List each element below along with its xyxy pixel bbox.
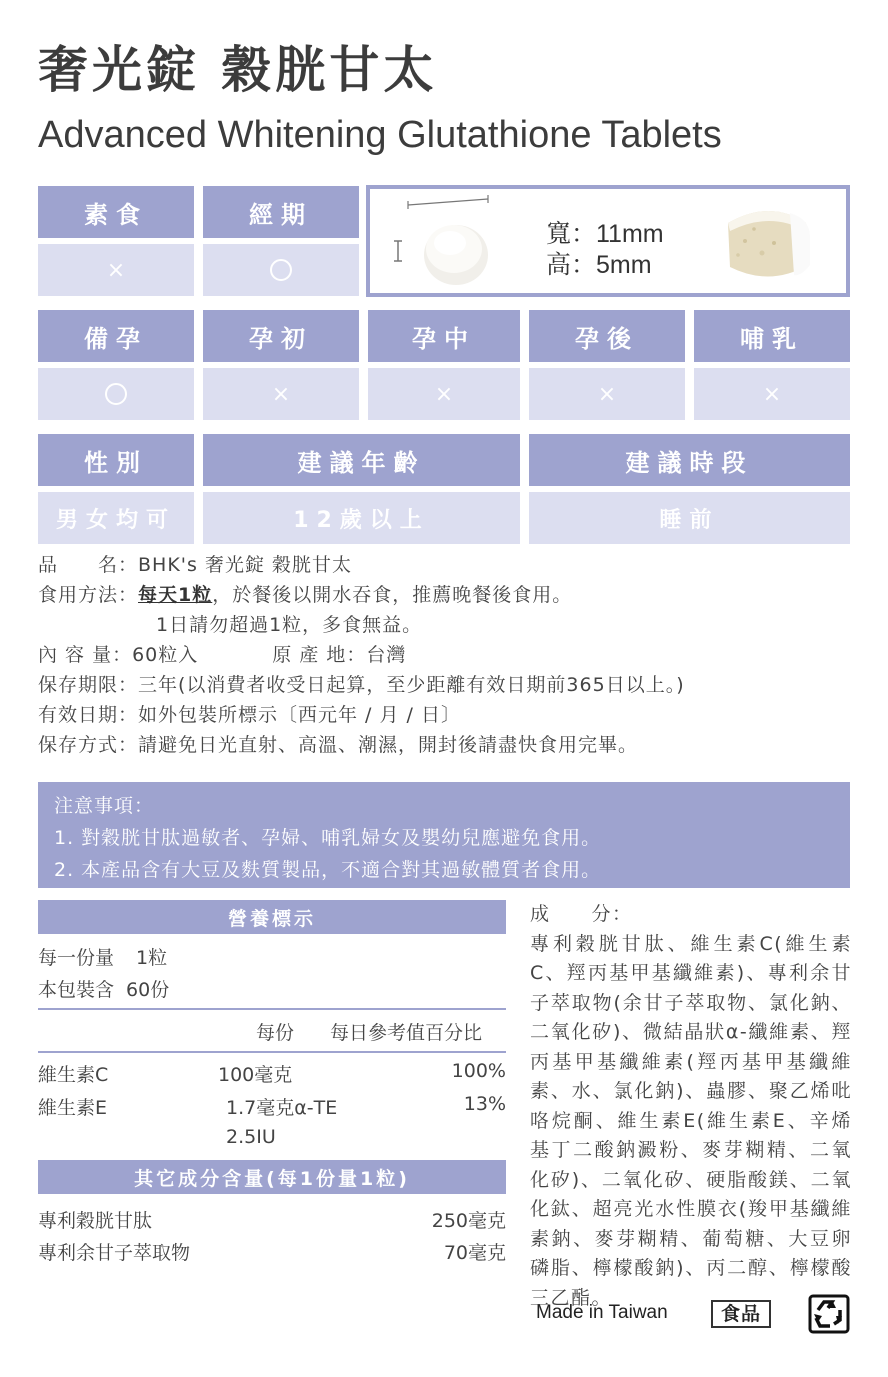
col-daily-value: 每日參考值百分比 [330,1022,483,1044]
product-info [38,550,850,760]
header-time: 建議時段 [529,434,850,486]
cross-mark: × [597,381,617,407]
tablet-width: 寬：11mm [546,220,664,248]
header-late-pregnancy: 孕後 [529,310,685,362]
info-content: 內 容 量：60粒入 原 產 地：台灣 [38,644,407,666]
info-expiry: 有效日期：如外包裝所標示〔西元年 / 月 / 日〕 [38,704,461,726]
circle-mark [105,383,127,405]
cell-vegetarian [38,244,194,296]
notice-item: 1. 對穀胱甘肽過敏者、孕婦、哺乳婦女及嬰幼兒應避免食用。 [54,827,602,849]
serving-size: 每一份量 1粒 [38,947,168,969]
cell-late-pregnancy [529,368,685,420]
cell-breastfeeding [694,368,850,420]
nutrient-name: 維生素C [38,1064,109,1086]
cell-early-pregnancy [203,368,359,420]
notice-item: 2. 本產品含有大豆及麩質製品，不適合對其過敏體質者食用。 [54,859,602,881]
title-en: Advanced Whitening Glutathione Tablets [38,114,722,156]
divider [38,1051,506,1053]
info-usage: 食用方法：每天1粒，於餐後以開水吞食，推薦晚餐後食用。 [38,584,573,606]
cell-time [529,492,850,544]
nutrient-pct: 100% [451,1060,506,1082]
ingredients [530,900,852,1313]
header-pre-pregnancy: 備孕 [38,310,194,362]
ingredients-label: 成 分： [530,903,633,925]
divider [38,1008,506,1010]
nutrient-pct: 13% [463,1093,506,1115]
servings-per-pack: 本包裝含 60份 [38,979,170,1001]
nutrient-name: 維生素E [38,1097,108,1119]
header-vegetarian: 素食 [38,186,194,238]
nutrient-amount: 100毫克 [218,1064,293,1086]
tablet-size-box [366,185,850,297]
usage-highlight: 每天1粒 [138,584,213,606]
info-usage-line2: 1日請勿超過1粒，多食無益。 [156,614,423,636]
nutrient-amount-iu: 2.5IU [226,1126,276,1148]
cell-age [203,492,520,544]
other-title: 其它成分含量(每1份量1粒) [38,1160,506,1194]
recycle-icon [808,1294,850,1334]
notice-title: 注意事項： [54,795,155,817]
other-name: 專利余甘子萃取物 [38,1242,191,1264]
tablet-height: 高：5mm [546,251,652,279]
tablet-dimensions [546,219,664,281]
col-per-serving: 每份 [256,1022,295,1044]
notice-box [38,782,850,888]
info-name: 品 名：BHK's 奢光錠 穀胱甘太 [38,554,352,576]
age-value: 12歲以上 [293,507,430,533]
info-shelf-life: 保存期限：三年(以消費者收受日起算，至少距離有效日期前365日以上。) [38,674,685,696]
made-in-taiwan: Made in Taiwan [536,1302,668,1323]
cross-mark: × [434,381,454,407]
cross-mark: × [762,381,782,407]
header-breastfeeding: 哺乳 [694,310,850,362]
cell-mid-pregnancy [368,368,520,420]
ingredients-text: 專利穀胱甘肽、維生素C(維生素C、羥丙基甲基纖維素)、專利余甘子萃取物(余甘子萃取物、氯化鈉、二氧化矽)、微結晶狀α-纖維素、羥丙基甲基纖維素(羥丙基甲基纖維素、水、氯化鈉)、蟲膠、聚乙烯吡咯烷酮、維生素E(維生素E、辛烯基丁二酸鈉澱粉、麥芽糊精、二氧化矽)、二氧化矽、硬脂酸鎂、二氧化鈦、超亮光水性膜衣(羧甲基纖維素鈉、麥芽糊精、葡萄糖、大豆卵磷脂、檸檬酸鈉)、丙二醇、檸檬酸三乙酯。 [530,932,852,1309]
food-mark: 食品 [711,1300,771,1328]
circle-mark [270,259,292,281]
cross-mark: × [106,257,126,283]
cross-mark: × [271,381,291,407]
cell-gender [38,492,194,544]
nutrition-title: 營養標示 [38,900,506,934]
cell-pre-pregnancy [38,368,194,420]
other-name: 專利穀胱甘肽 [38,1210,153,1232]
header-early-pregnancy: 孕初 [203,310,359,362]
gender-value: 男女均可 [55,507,176,533]
cell-period [203,244,359,296]
header-period: 經期 [203,186,359,238]
other-amount: 250毫克 [431,1210,506,1232]
nutrient-amount: 1.7毫克α-TE [226,1097,338,1119]
header-gender: 性別 [38,434,194,486]
other-amount: 70毫克 [443,1242,506,1264]
title-zh: 奢光錠 穀胱甘太 [38,41,438,99]
header-mid-pregnancy: 孕中 [368,310,520,362]
header-age: 建議年齡 [203,434,520,486]
info-storage: 保存方式：請避免日光直射、高溫、潮濕，開封後請盡快食用完畢。 [38,734,639,756]
time-value: 睡前 [659,507,720,533]
